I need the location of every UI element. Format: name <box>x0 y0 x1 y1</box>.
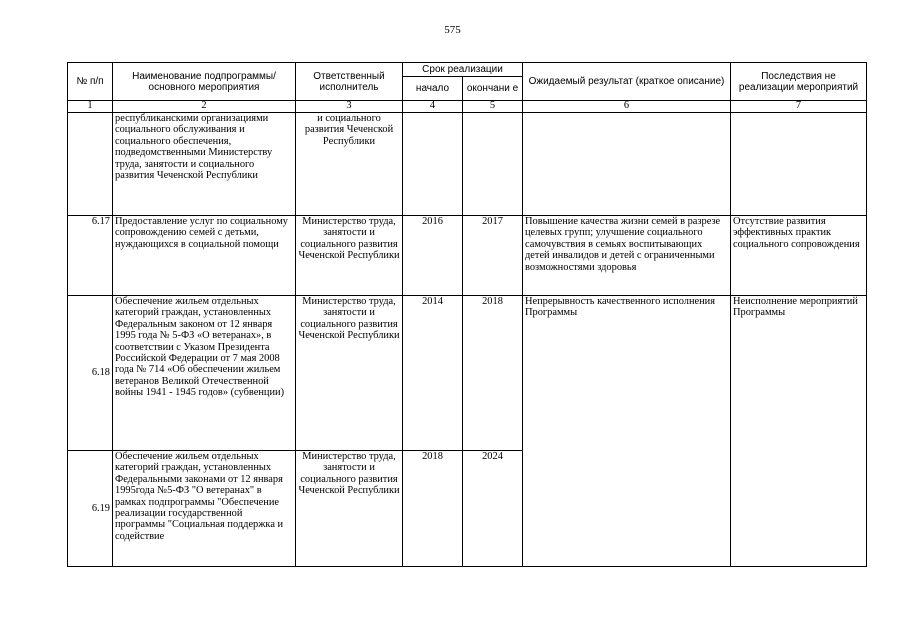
row-consequences: Отсутствие развития эффективных практик социального сопровождения <box>731 216 867 296</box>
row-end <box>463 113 523 216</box>
row-start: 2016 <box>403 216 463 296</box>
header-result: Ожидаемый результат (краткое описание) <box>523 63 731 101</box>
row-name: Обеспечение жильем отдельных категорий граждан, установленных Федеральными законами от 12 января 1995года №5-ФЗ "О ветеранах" в рамках подпрограммы "Обеспечение реализации государственной программы "Социальная поддержка и содействие <box>113 451 296 567</box>
page-number: 575 <box>444 24 461 36</box>
row-name: республиканскими организациями социального обслуживания и социального обеспечения, подведомственными Министерству труда, занятости и социального развития Чеченской Республики <box>113 113 296 216</box>
header-num: № п/п <box>68 63 113 101</box>
row-result <box>523 113 731 216</box>
table-row <box>68 113 867 216</box>
row-name: Обеспечение жильем отдельных категорий граждан, установленных Федеральным законом от 12 января 1995 года № 5-ФЗ «О ветеранах», в соответствии с Указом Президента Российской Федерации от 7 мая 2008 года № 714 «Об обеспечении жильем ветеранов Великой Отечественной войны 1941 - 1945 годов» (субвенции) <box>113 296 296 451</box>
row-end: 2018 <box>463 296 523 451</box>
row-responsible: Министерство труда, занятости и социального развития Чеченской Республики <box>296 296 403 451</box>
row-name: Предоставление услуг по социальному сопровождению семей с детьми, нуждающихся в социальной помощи <box>113 216 296 296</box>
row-start: 2018 <box>403 451 463 567</box>
column-number: 5 <box>463 101 523 113</box>
table-row <box>68 296 867 451</box>
row-number: 6.17 <box>68 216 113 296</box>
header-start: начало <box>403 77 463 101</box>
row-result: Повышение качества жизни семей в разрезе целевых групп; улучшение социального самочувствия в семьях воспитывающих детей инвалидов и детей с ограниченными возможностями здоровья <box>523 216 731 296</box>
column-number: 6 <box>523 101 731 113</box>
measures-table <box>67 62 867 567</box>
row-number: 6.19 <box>68 451 113 567</box>
row-consequences: Неисполнение мероприятий Программы <box>731 296 867 567</box>
table-row <box>68 216 867 296</box>
header-period: Срок реализации <box>403 63 523 77</box>
column-numbers-row <box>68 101 867 113</box>
header-responsible: Ответственный исполнитель <box>296 63 403 101</box>
row-start <box>403 113 463 216</box>
row-result: Непрерывность качественного исполнения Программы <box>523 296 731 567</box>
column-number: 2 <box>113 101 296 113</box>
header-name: Наименование подпрограммы/ основного мероприятия <box>113 63 296 101</box>
row-end: 2017 <box>463 216 523 296</box>
column-number: 7 <box>731 101 867 113</box>
column-number: 1 <box>68 101 113 113</box>
column-number: 3 <box>296 101 403 113</box>
row-end: 2024 <box>463 451 523 567</box>
header-end: окончани е <box>463 77 523 101</box>
column-number: 4 <box>403 101 463 113</box>
row-consequences <box>731 113 867 216</box>
row-responsible: Министерство труда, занятости и социального развития Чеченской Республики <box>296 451 403 567</box>
row-number: 6.18 <box>68 296 113 451</box>
row-responsible: и социального развития Чеченской Республики <box>296 113 403 216</box>
row-start: 2014 <box>403 296 463 451</box>
row-number <box>68 113 113 216</box>
header-consequences: Последствия не реализации мероприятий <box>731 63 867 101</box>
row-responsible: Министерство труда, занятости и социального развития Чеченской Республики <box>296 216 403 296</box>
